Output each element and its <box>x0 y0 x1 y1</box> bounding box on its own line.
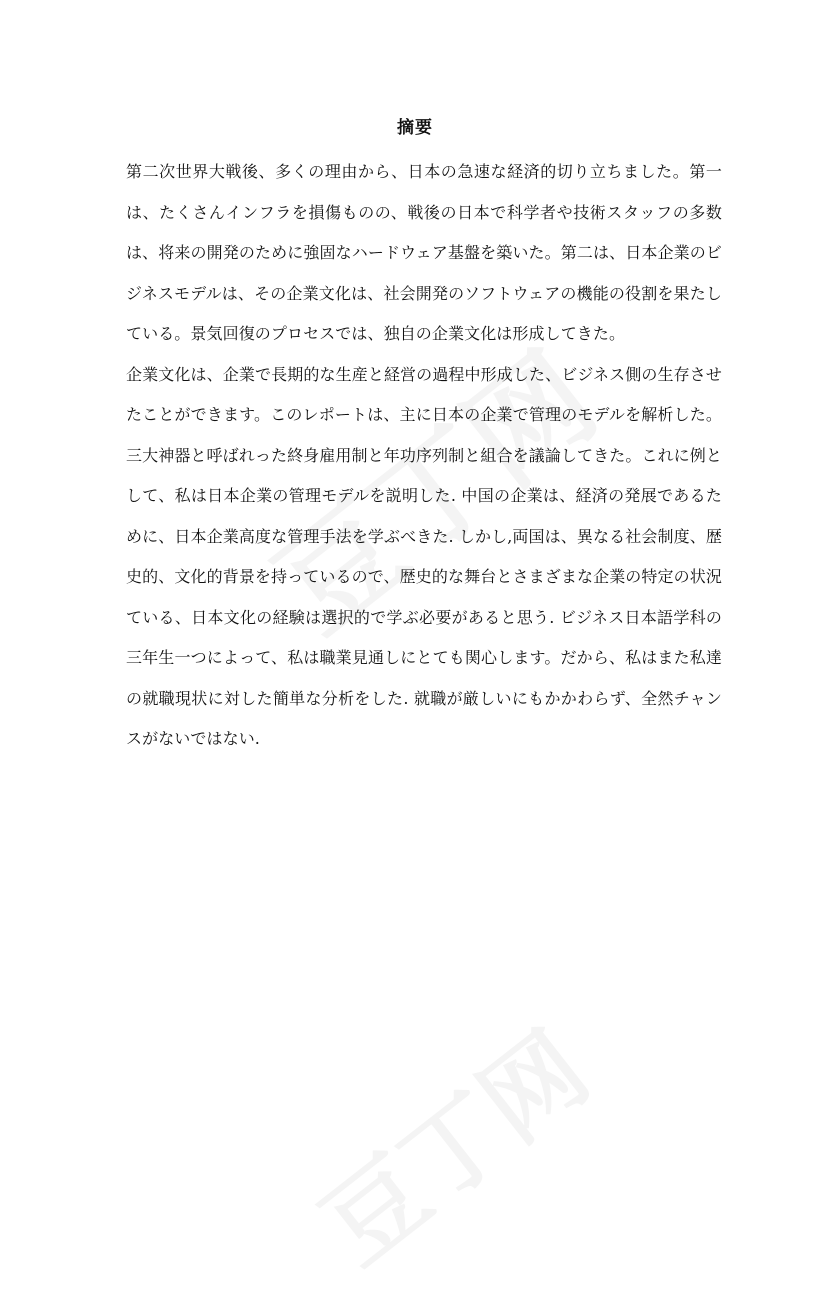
abstract-paragraph-1: 第二次世界大戦後、多くの理由から、日本の急速な経済的切り立ちました。第一は、たくさんインフラを損傷ものの、戦後の日本で科学者や技術スタッフの多数は、将来の開発のために強固なハードウェア基盤を築いた。第二は、日本企業のビジネスモデルは、その企業文化は、社会開発のソフトウェアの機能の役割を果たしている。景気回復のプロセスでは、独自の企業文化は形成してきた。 <box>126 162 722 343</box>
watermark <box>287 993 612 1291</box>
abstract-title: 摘要 <box>397 118 433 138</box>
abstract-paragraph-2: 企業文化は、企業で長期的な生産と経営の過程中形成した、ビジネス側の生存させたことができます。このレポートは、主に日本の企業で管理のモデルを解析した。三大神器と呼ばれった終身雇用制と年功序列制と組合を議論してきた。これに例として、私は日本企業の管理モデルを説明した. 中国の企業は、経済の発展であるために、日本企業高度な管理手法を学ぶべきた. しかし,両国は、異なる社会制度、歴史的、文化的背景を持っているので、歴史的な舞台とさまざまな企業の特定の状況ている、日本文化の経験は選択的で学ぶ必要があると思う. ビジネス日本語学科の三年生一つによって、私は職業見通しにとても関心します。だから、私はまた私達の就職現状に対した簡単な分析をした. 就職が厳しいにもかかわらず、全然チャンスがないではない. <box>126 364 722 748</box>
abstract-body <box>126 152 722 760</box>
